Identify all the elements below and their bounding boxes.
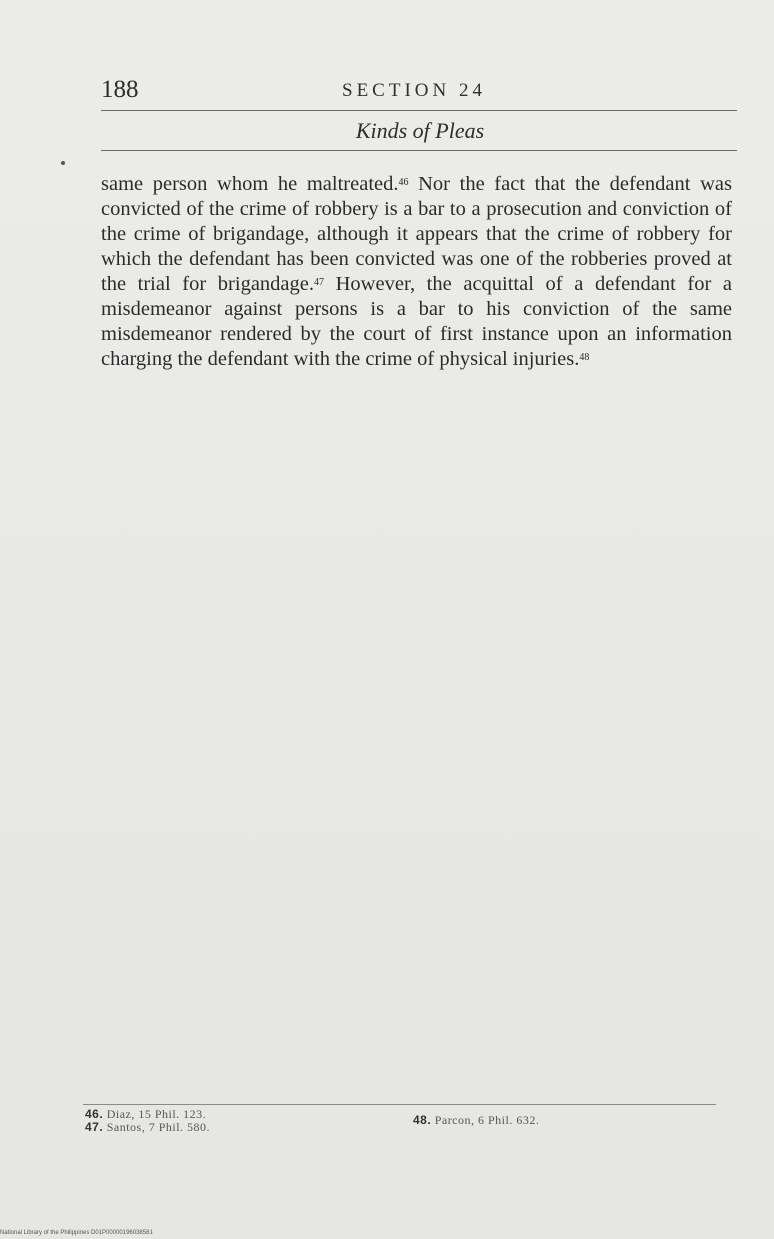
footnote-48 (413, 1113, 539, 1128)
library-stamp: National Library of the Philippines D01P00000196038581 (0, 1230, 153, 1236)
margin-mark (61, 161, 65, 165)
section-heading: SECTION 24 (342, 80, 486, 101)
footnote-ref-47[interactable]: 47 (314, 277, 325, 288)
body-text-segment: However, the acquittal of a defendant for a misdemeanor against persons is a bar to his conviction of the same misdemeanor rendered by the court of first instance upon an information charging the defendant with the crime of physical injuries. (101, 273, 733, 370)
body-text-segment: same person whom he maltreated. (101, 173, 399, 195)
footnote-ref-46[interactable]: 46 (398, 177, 409, 188)
body-text-segment: Nor the fact that the defendant was convicted of the crime of robbery is a bar to a prosecution and conviction of the crime of brigandage, although it appears that the crime of robbery for which the defendant has been convicted was one of the robberies proved at the trial for brigandage. (101, 173, 732, 295)
footnote-number: 47. (85, 1120, 104, 1134)
body-paragraph (101, 172, 732, 372)
footnote-text: Diaz, 15 Phil. 123. (106, 1107, 207, 1121)
page-number: 188 (101, 76, 139, 103)
footnote-text: Parcon, 6 Phil. 632. (434, 1113, 540, 1127)
footnote-number: 48. (413, 1113, 432, 1127)
footnote-47 (85, 1120, 210, 1135)
header-rule-top (101, 110, 737, 111)
running-title: Kinds of Pleas (355, 118, 485, 143)
footnote-text: Santos, 7 Phil. 580. (106, 1120, 211, 1134)
header-rule-bottom (101, 150, 737, 151)
footnote-ref-48[interactable]: 48 (579, 352, 590, 363)
footnote-rule (83, 1104, 716, 1105)
footnote-number: 46. (85, 1107, 104, 1121)
